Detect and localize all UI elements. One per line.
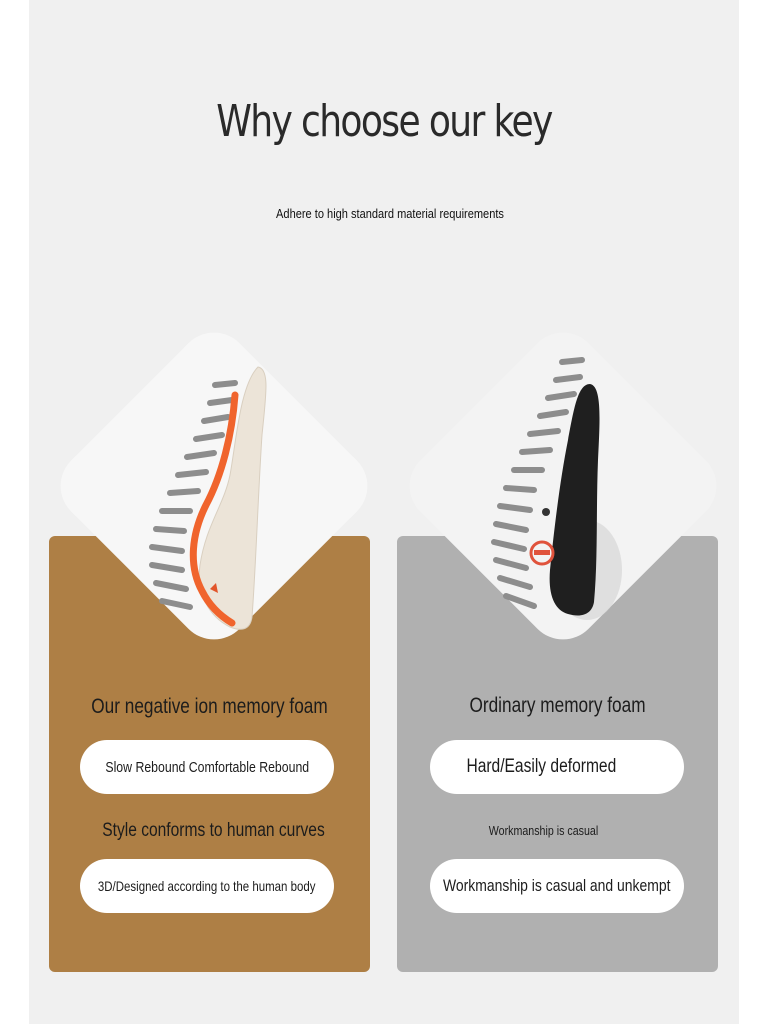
ordinary-foam-design-pill	[430, 859, 684, 913]
page-subtitle: Adhere to high standard material requirements	[276, 206, 504, 221]
our-foam-feature-text: Slow Rebound Comfortable Rebound	[105, 758, 309, 776]
no-entry-icon	[531, 542, 553, 564]
our-foam-design-pill	[80, 859, 334, 913]
ordinary-foam-style-label: Workmanship is casual	[488, 823, 599, 838]
our-foam-style-label: Style conforms to human curves	[102, 820, 325, 841]
our-foam-title: Our negative ion memory foam	[91, 695, 328, 718]
ordinary-foam-title: Ordinary memory foam	[469, 694, 646, 717]
ordinary-foam-insole-image	[482, 350, 632, 645]
ordinary-foam-design-text: Workmanship is casual and unkempt	[443, 876, 671, 895]
our-foam-design-text: 3D/Designed according to the human body	[98, 878, 316, 894]
our-foam-insole-image	[140, 355, 290, 645]
insole-shape	[550, 384, 600, 616]
our-foam-feature-pill	[80, 740, 334, 794]
ordinary-foam-feature-text: Hard/Easily deformed	[466, 756, 616, 777]
page-title: Why choose our key	[216, 96, 552, 147]
ordinary-foam-feature-pill	[430, 740, 684, 794]
